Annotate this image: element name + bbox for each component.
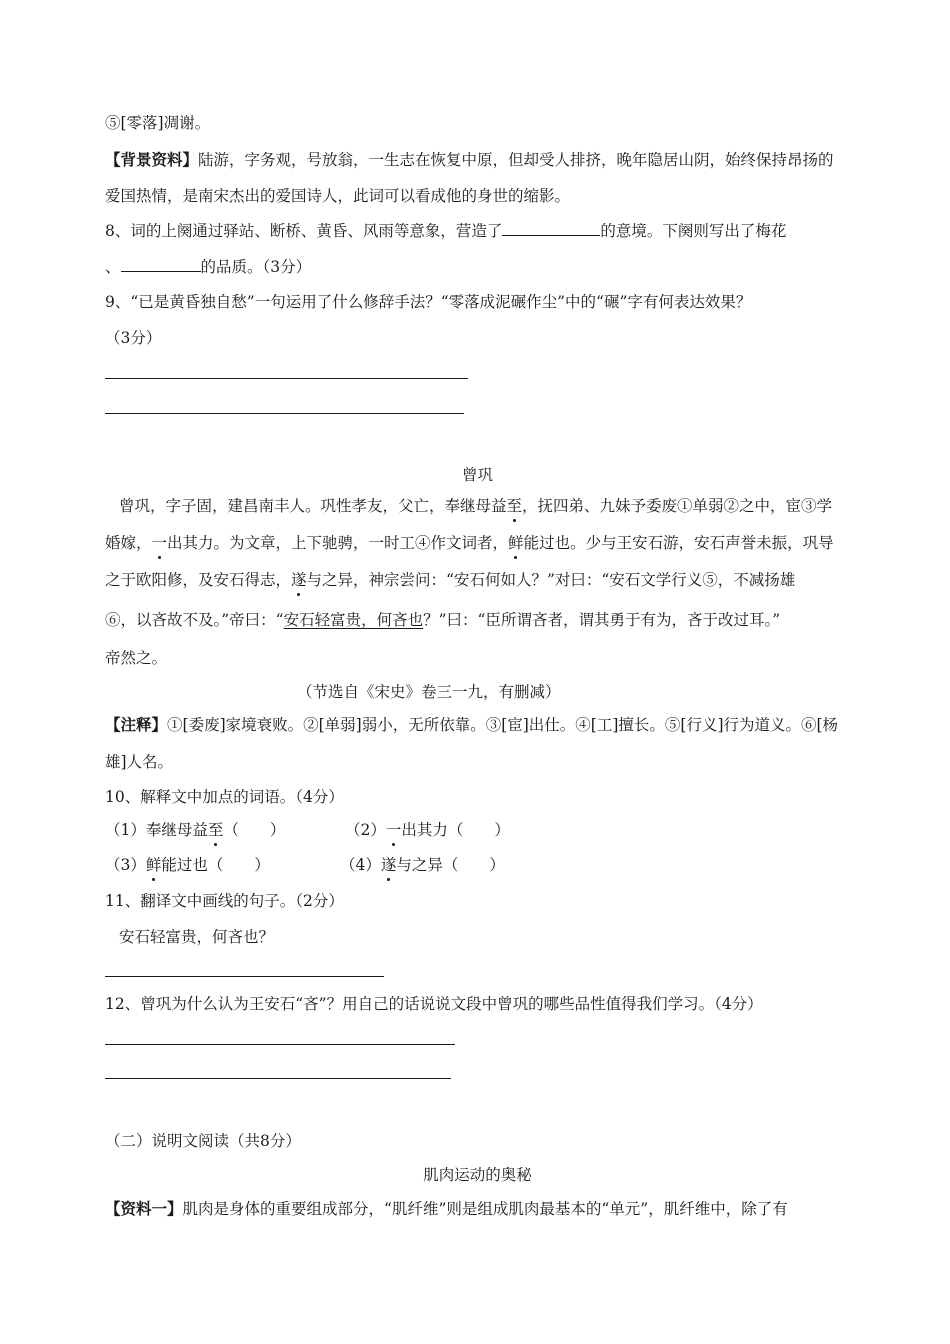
question-10-item-1: （1）奉继母益至（ ） [105,821,286,839]
answer-line[interactable] [105,1044,455,1045]
dotted-word: 至 [207,821,224,839]
answer-parentheses[interactable]: （ ） [223,821,286,839]
answer-line[interactable] [105,1078,451,1079]
annotation-line-1: 【注释】①[委废]家境衰败。②[单弱]弱小，无所依靠。③[宦]出仕。④[工]擅长。⑤[行义]行为道义。⑥[杨 [105,715,839,734]
answer-parentheses[interactable]: 与之异（ ） [396,856,505,874]
question-10-item-2: （2）一出其力（ ） [345,821,510,839]
dotted-word: 一 [385,821,402,839]
dotted-word: 遂 [380,856,397,874]
question-10-item-4: （4）遂与之异（ ） [340,856,505,874]
section-2-title: 肌肉运动的奥秘 [423,1166,532,1184]
question-8-line-1: 8、词的上阕通过驿站、断桥、黄昏、风雨等意象，营造了 的意境。下阕则写出了梅花 [105,222,787,240]
classical-para-line-2: 婚嫁，一出其力。为文章，上下驰骋，一时工④作文词者，鲜能过也。少与王安石游，安石声誉未振，巩导 [105,534,834,552]
underlined-sentence: 安石轻富贵，何吝也 [283,611,424,629]
background-label: 【背景资料】 [105,150,199,169]
classical-para-line-5: 帝然之。 [105,649,168,667]
dotted-word: 一 [151,534,168,552]
answer-blank[interactable] [121,257,201,272]
classical-source: （节选自《宋史》卷三一九，有删减） [297,683,561,701]
answer-parentheses[interactable]: 出其力（ ） [401,821,510,839]
classical-para-line-1: 曾巩，字子固，建昌南丰人。巩性孝友，父亡，奉继母益至，抚四弟、九妹予委废①单弱②之中，宦③学 [119,497,833,515]
question-8-line-2: 、 的品质。（3分） [105,258,312,276]
note-5: ⑤[零落]凋谢。 [105,114,211,132]
background-info-line-1: 【背景资料】陆游，字务观，号放翁，一生志在恢复中原，但却受人排挤，晚年隐居山阴，始终保持昂扬的 [105,150,834,169]
dotted-word: 鲜 [508,534,524,552]
material-1-line-1: 【资料一】肌肉是身体的重要组成部分，“肌纤维”则是组成肌肉最基本的“单元”，肌纤维中，除了有 [105,1199,788,1218]
question-11-title: 11、翻译文中画线的句子。（2分） [105,892,344,910]
annotation-label: 【注释】 [105,715,168,734]
question-12-title: 12、曾巩为什么认为王安石“吝”？用自己的话说说文段中曾巩的哪些品性值得我们学习。（4分） [105,995,763,1013]
classical-para-line-4: ⑥，以吝故不及。”帝曰：“安石轻富贵，何吝也？”曰：“臣所谓吝者，谓其勇于有为，吝于改过耳。” [105,611,781,629]
question-10-item-3: （3）鲜能过也（ ） [105,856,270,874]
question-9-line-2: （3分） [105,329,162,347]
section-2-header: （二）说明文阅读（共8分） [105,1132,301,1150]
classical-para-line-3: 之于欧阳修，及安石得志，遂与之异，神宗尝问：“安石何如人？”对曰：“安石文学行义⑤，不减扬雄 [105,571,796,589]
background-info-line-2: 爱国热情，是南宋杰出的爱国诗人，此词可以看成他的身世的缩影。 [105,187,571,205]
classical-text-title: 曾巩 [461,466,493,484]
question-9-line-1: 9、“已是黄昏独自愁”一句运用了什么修辞手法？“零落成泥碾作尘”中的“碾”字有何表达效果？ [105,293,752,311]
dotted-word: 鲜 [145,856,162,874]
question-11-sentence: 安石轻富贵，何吝也？ [119,928,275,946]
annotation-line-2: 雄]人名。 [105,753,174,771]
dotted-word: 至 [506,497,523,515]
answer-parentheses[interactable]: 能过也（ ） [161,856,270,874]
answer-line[interactable] [105,976,384,977]
answer-line[interactable] [105,378,468,379]
material-label: 【资料一】 [105,1199,183,1218]
answer-blank[interactable] [502,221,600,236]
question-10-title: 10、解释文中加点的词语。（4分） [105,788,344,806]
dotted-word: 遂 [291,571,307,589]
answer-line[interactable] [105,413,464,414]
